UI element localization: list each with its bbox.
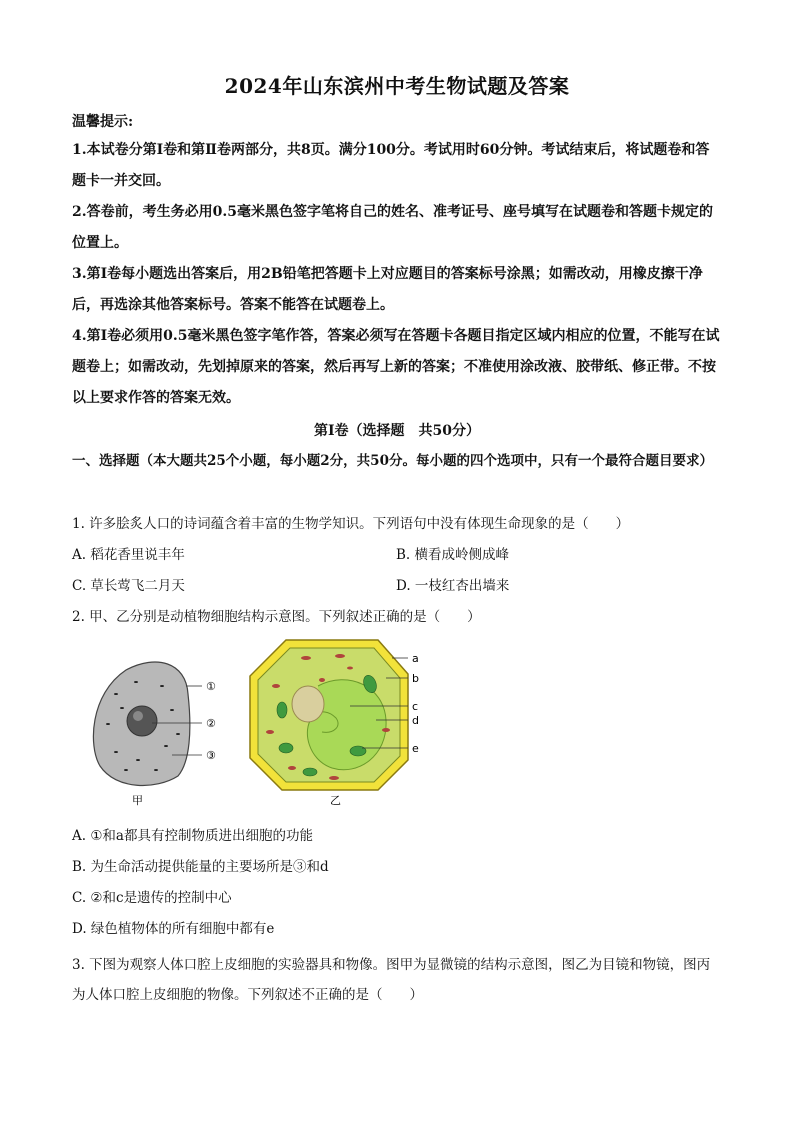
label-animal-3: ③ (206, 749, 216, 762)
caption-animal: 甲 (132, 794, 143, 807)
plant-cell (250, 640, 419, 807)
question-1-option-d: D. 一枝红杏出墙来 (396, 578, 510, 594)
animal-nucleus (127, 706, 157, 736)
question-2-option-a: A. ①和a都具有控制物质进出细胞的功能 (72, 828, 313, 844)
page-title: 2024年山东滨州中考生物试题及答案 (224, 74, 570, 98)
question-1-option-c: C. 草长莺飞二月天 (72, 578, 185, 594)
notice-1: 1.本试卷分第Ⅰ卷和第Ⅱ卷两部分，共8页。满分100分。考试用时60分钟。考试结束后，将试题卷和答题卡一并交回。 (72, 142, 710, 189)
label-plant-b: b (412, 672, 419, 685)
section-title: 第Ⅰ卷（选择题 共50分） (313, 423, 481, 439)
question-1-option-a: A. 稻花香里说丰年 (72, 547, 185, 563)
notice-2: 2.答卷前，考生务必用0.5毫米黑色签字笔将自己的姓名、准考证号、座号填写在试题卷和答题卡规定的位置上。 (72, 204, 713, 251)
part-intro: 一、选择题（本大题共25个小题，每小题2分，共50分。每小题的四个选项中，只有一个最符合题目要求） (72, 453, 713, 469)
plant-nucleus (292, 686, 324, 722)
label-animal-1: ① (206, 680, 216, 693)
notice-3: 3.第Ⅰ卷每小题选出答案后，用2B铅笔把答题卡上对应题目的答案标号涂黑；如需改动，用橡皮擦干净后，再选涂其他答案标号。答案不能答在试题卷上。 (72, 266, 703, 313)
caption-plant: 乙 (330, 794, 341, 807)
label-plant-d: d (412, 714, 419, 727)
label-animal-2: ② (206, 717, 216, 730)
animal-cell (93, 662, 216, 807)
cell-diagram (86, 634, 446, 810)
notice-heading: 温馨提示: (72, 114, 134, 130)
question-2-stem: 2. 甲、乙分别是动植物细胞结构示意图。下列叙述正确的是（ ） (72, 609, 481, 625)
question-2-option-b: B. 为生命活动提供能量的主要场所是③和d (72, 859, 329, 875)
question-1-stem: 1. 许多脍炙人口的诗词蕴含着丰富的生物学知识。下列语句中没有体现生命现象的是（ ） (72, 516, 630, 532)
label-plant-e: e (412, 742, 419, 755)
question-1-option-b: B. 横看成岭侧成峰 (396, 547, 510, 563)
notice-4: 4.第Ⅰ卷必须用0.5毫米黑色签字笔作答，答案必须写在答题卡各题目指定区域内相应的位置，不能写在试题卷上；如需改动，先划掉原来的答案，然后再写上新的答案；不准使用涂改液、胶带纸、修正带。不按以上要求作答的答案无效。 (72, 328, 720, 406)
label-plant-c: c (412, 700, 419, 713)
label-plant-a: a (412, 652, 419, 665)
question-2-option-c: C. ②和c是遗传的控制中心 (72, 890, 232, 906)
question-2-option-d: D. 绿色植物体的所有细胞中都有e (72, 921, 275, 937)
question-3-stem: 3. 下图为观察人体口腔上皮细胞的实验器具和物像。图甲为显微镜的结构示意图，图乙为目镜和物镜，图丙为人体口腔上皮细胞的物像。下列叙述不正确的是（ ） (72, 957, 711, 1003)
